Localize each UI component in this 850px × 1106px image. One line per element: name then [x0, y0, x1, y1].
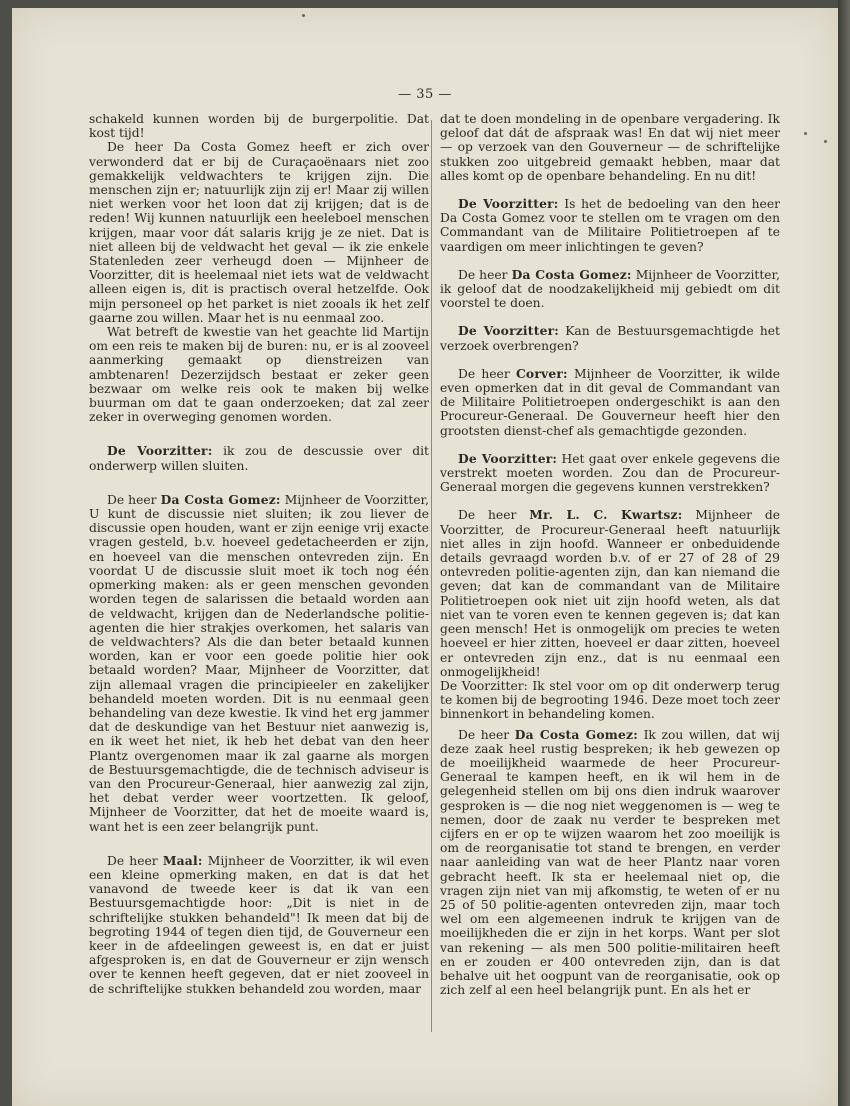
- paper-speck: [302, 14, 305, 17]
- paragraph: De Voorzitter: ik zou de descussie over dit onderwerp willen sluiten.: [89, 443, 429, 473]
- column-divider: [431, 120, 432, 1032]
- paragraph: Wat betreft de kwestie van het geachte lid Martijn om een reis te maken bij de buren: nu, er is al zooveel aanmerking gemaakt op dienstreizen van ambtenaren! Dezerzijdsch bestaat er zeker geen bezwaar om welke reis ook te maken bij welke buurman om dat te gaan onderzoeken; dat zal zeer zeker in overweging genomen worden.: [89, 325, 429, 425]
- speaker-name: De Voorzitter:: [458, 323, 560, 339]
- paragraph: De Voorzitter: Kan de Bestuursgemachtigde het verzoek overbrengen?: [440, 323, 780, 353]
- speaker-name: Mr. L. C. Kwartsz:: [529, 507, 683, 523]
- page-number: — 35 —: [398, 87, 452, 102]
- left-column: [89, 112, 429, 996]
- paragraph: De heer Da Costa Gomez: Mijnheer de Voorzitter, ik geloof dat de noodzakelijkheid mij gebiedt om dit voorstel te doen.: [440, 266, 780, 311]
- paragraph: De heer Da Costa Gomez: Ik zou willen, dat wij deze zaak heel rustig bespreken; ik heb gewezen op de moeilijkheid waarmede de heer Procureur-Generaal te kampen heeft, en ik wil hem in de gelegenheid stellen om bij ons dien indruk waarover gesproken is — die nog niet weggenomen is — weg te nemen, door de zaak nu verder te bespreken met cijfers en er op te wijzen waarom het zoo moeilijk is om de reorganisatie tot stand te brengen, en verder naar aanleiding van wat de heer Plantz naar voren gebracht heeft. Ik sta er heelemaal niet op, die vragen zijn niet van mij afkomstig, te weten of er nu 25 of 50 politie-agenten ontevreden zijn, maar toch wel om een algemeenen indruk te krijgen van de moeilijkheden die er zijn in het korps. Want per slot van rekening — als men 500 politie-militairen heeft en er zouden er 400 ontevreden zijn, dan is dat behalve uit het oogpunt van de reorganisatie, ook op zich zelf al een heel belangrijk punt. En als het er: [440, 726, 780, 998]
- paper-speck: [804, 132, 807, 135]
- speaker-name: De Voorzitter:: [107, 443, 213, 459]
- paragraph: schakeld kunnen worden bij de burgerpolitie. Dat kost tijd!: [89, 112, 429, 141]
- paragraph: De heer Da Costa Gomez heeft er zich over verwonderd dat er bij de Curaçaoënaars niet zoo gemakkelijk veldwachters te krijgen zijn. Die menschen zijn er; natuurlijk zijn zij er! Maar zij willen niet werken voor het loon dat zij krijgen; dat is de reden! Wij kunnen natuurlijk een heeleboel menschen krijgen, maar voor dát salaris krijg je ze niet. Dat is niet alleen bij de veldwacht het geval — ik zie enkele Statenleden zeer verheugd doen — Mijnheer de Voorzitter, dit is heelemaal niet iets wat de veldwacht alleen eigen is, dit is practisch overal hetzelfde. Ook mijn personeel op het parket is niet zooals ik het zelf gaarne zou willen. Maar het is nu eenmaal zoo.: [89, 140, 429, 325]
- speaker-name: Da Costa Gomez:: [160, 491, 281, 507]
- speaker-name: Corver:: [515, 365, 568, 381]
- paragraph: De heer Maal: Mijnheer de Voorzitter, ik wil even een kleine opmerking maken, en dat is dat het vanavond de tweede keer is dat ik van een Bestuursgemachtigde hoor: „Dit is niet in de schriftelijke stukken behandeld"! Ik meen dat bij de begroting 1944 of tegen dien tijd, de Gouverneur een keer in de afdeelingen geweest is, en dat er juist afgesproken is, en dat de Gouverneur er zijn wensch over te kennen heeft gegeven, dat er niet zooveel in de schriftelijke stukken behandeld zou worden, maar: [89, 852, 429, 996]
- paragraph: De Voorzitter: Is het de bedoeling van den heer Da Costa Gomez voor te stellen om te vragen om den Commandant van de Militaire Politietroepen af te vaardigen om meer inlichtingen te geven?: [440, 196, 780, 254]
- speaker-name: De Voorzitter:: [458, 450, 558, 466]
- paragraph: De Voorzitter: Het gaat over enkele gegevens die verstrekt moeten worden. Zou dan de Procureur-Generaal morgen die gegevens kunnen verstrekken?: [440, 450, 780, 495]
- paper-speck: [824, 140, 827, 143]
- scan-edge-strip: [838, 0, 850, 1106]
- paragraph: De heer Corver: Mijnheer de Voorzitter, ik wilde even opmerken dat in dit geval de Commandant van de Militaire Politietroepen ondergeschikt is aan den Procureur-Generaal. De Gouverneur heeft hier den grootsten dienst-chef als gemachtigde gezonden.: [440, 365, 781, 438]
- speaker-name: Da Costa Gomez:: [511, 266, 632, 282]
- document-page: [12, 8, 838, 1106]
- paragraph: De heer Da Costa Gomez: Mijnheer de Voorzitter, U kunt de discussie niet sluiten; ik zou liever de discussie open houden, want er zijn eenige vrij exacte vragen gesteld, b.v. hoeveel gedetacheerden er zijn, en hoeveel van die menschen ontevreden zijn. En voordat U de discussie sluit moet ik toch nog één opmerking maken: als er geen menschen gevonden worden tegen de salarissen die betaald worden aan de veldwacht, krijgen dan de Nederlandsche politie-agenten die hier strakjes overkomen, het salaris van de veldwachters? Als die dan beter betaald kunnen worden, kan er voor een goede politie hier ook betaald worden? Maar, Mijnheer de Voorzitter, dat zijn allemaal vragen die principieeler en zakelijker behandeld moeten worden. Dit is nu eenmaal geen behandeling van deze kwestie. Ik vind het erg jammer dat de deskundige van het Bestuur niet aanwezig is, en ik weet het niet, ik heb het debat van den heer Plantz overgenomen maar ik zal gaarne als morgen de Bestuursgemachtigde, die de technisch adviseur is van den Procureur-Generaal, hier aanwezig zal zijn, het debat verder weer voortzetten. Ik geloof, Mijnheer de Voorzitter, dat het de moeite waard is, want het is een zeer belangrijk punt.: [89, 491, 429, 834]
- paragraph: De heer Mr. L. C. Kwartsz: Mijnheer de Voorzitter, de Procureur-Generaal heeft natuurlijk niet alles in zijn hoofd. Wanneer er onbeduidende details gevraagd worden b.v. of er 27 of 28 of 29 ontevreden politie-agenten zijn, dan kan niemand die geven; dat kan de commandant van de Militaire Politietroepen ook niet uit zijn hoofd weten, als dat niet van te voren even te kennen gegeven is; dat kan geen mensch! Het is onmogelijk om precies te weten hoeveel er hier zitten, hoeveel er daar zitten, hoeveel er ontevreden zijn enz., dat is nu eenmaal een onmogelijkheid!: [440, 507, 781, 679]
- right-column: [440, 112, 780, 997]
- paragraph: dat te doen mondeling in de openbare vergadering. Ik geloof dat dát de afspraak was! En dat wij niet meer — op verzoek van den Gouverneur — de schriftelijke stukken zoo uitgebreid gemaakt hebben, maar dat alles komt op de openbare behandeling. En nu dit!: [440, 112, 780, 183]
- speaker-name: Maal:: [162, 852, 203, 868]
- speaker-name: Da Costa Gomez:: [514, 726, 638, 742]
- speaker-name: De Voorzitter:: [458, 196, 559, 212]
- paragraph: De Voorzitter: Ik stel voor om op dit onderwerp terug te komen bij de begrooting 1946. Deze moet toch zeer binnenkort in behandeling komen.: [440, 678, 780, 722]
